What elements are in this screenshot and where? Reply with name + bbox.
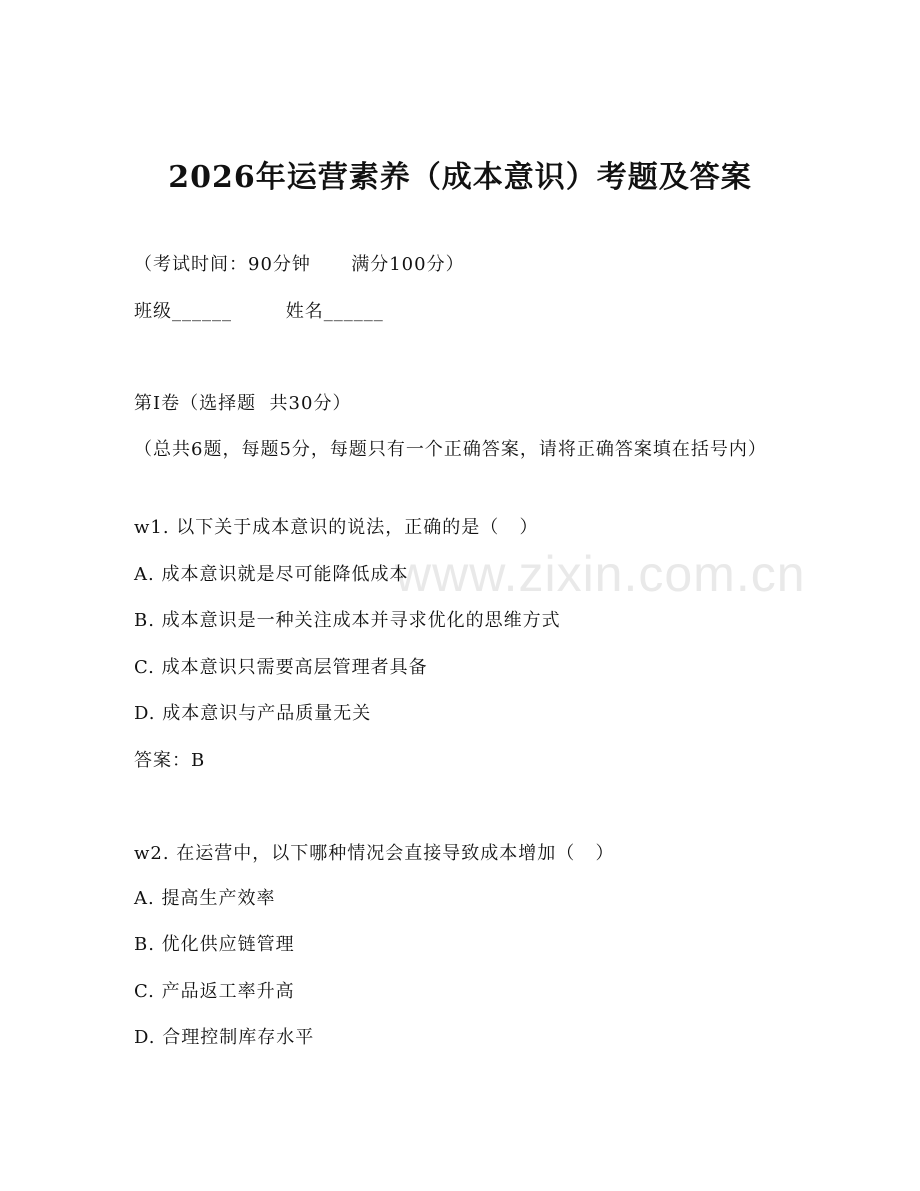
section-heading: 第I卷（选择题 共30分）	[134, 393, 352, 414]
question-stem: w2. 在运营中，以下哪种情况会直接导致成本增加（ ）	[134, 843, 615, 864]
question-option: B. 优化供应链管理	[134, 934, 295, 955]
question-option: A. 提高生产效率	[134, 888, 276, 909]
question-option: D. 合理控制库存水平	[134, 1027, 315, 1048]
question-option: D. 成本意识与产品质量无关	[134, 703, 372, 724]
question-option: A. 成本意识就是尽可能降低成本	[134, 564, 409, 585]
question-option: C. 成本意识只需要高层管理者具备	[134, 657, 428, 678]
section-instructions: （总共6题，每题5分，每题只有一个正确答案，请将正确答案填在括号内）	[134, 439, 767, 460]
question-answer: 答案：B	[134, 750, 206, 771]
student-info: 班级______ 姓名______	[134, 301, 384, 322]
page-title: 2026年运营素养（成本意识）考题及答案	[168, 160, 752, 195]
question-option: C. 产品返工率升高	[134, 981, 295, 1002]
question-option: B. 成本意识是一种关注成本并寻求优化的思维方式	[134, 610, 561, 631]
question-stem: w1. 以下关于成本意识的说法，正确的是（ ）	[134, 517, 539, 538]
watermark-text: www.zixin.com.cn	[395, 546, 806, 602]
exam-info: （考试时间：90分钟 满分100分）	[134, 254, 465, 275]
